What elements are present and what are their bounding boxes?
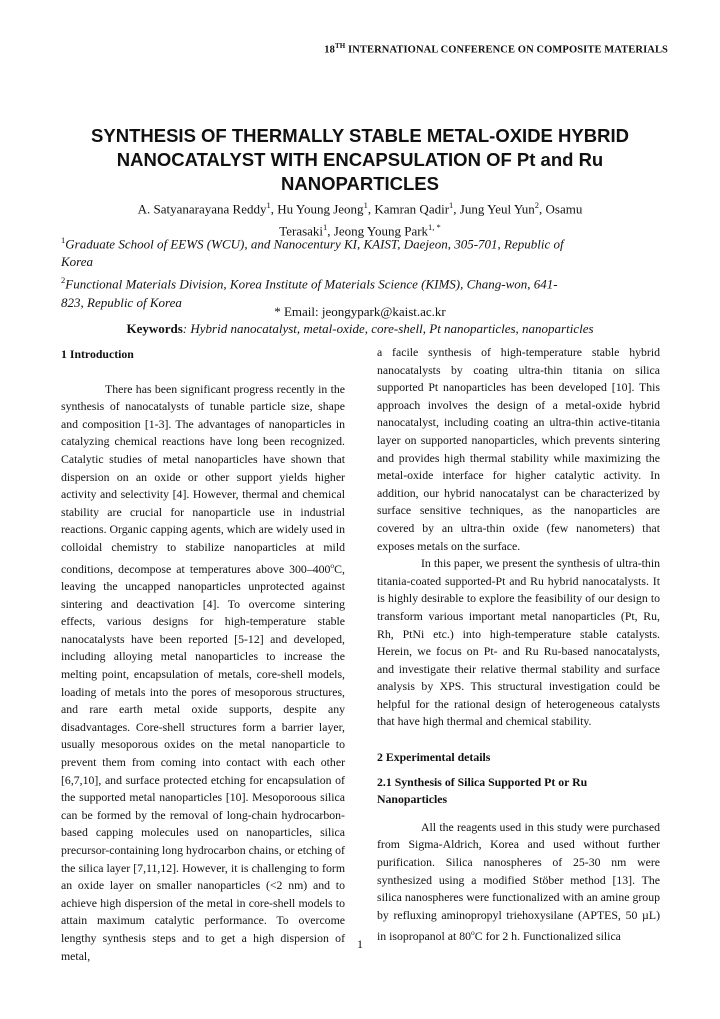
experimental-paragraph-1: All the reagents used in this study were purchased from Sigma-Aldrich, Korea and used without further purification. Silica nanospheres of 25-30 nm were synthesized using a modified Stöber method [13]. The silica nanospheres were functionalized with an amine group by refluxing aminopropyl triehoxysilane (APTES, 50 µL) in isopropanol at 80$^o$C for 2 h. Functionalized silica	[377, 819, 660, 944]
title-line-3: NANOPARTICLES	[281, 173, 439, 194]
affiliations: $^1$Graduate School of EEWS (WCU), and Nanocentury KI, KAIST, Daejeon, 305-701, Republic of Korea $^2$Functional Materials Division, Korea Institute of Materials Science (KIMS), Chang-won, 641- 823, Republic of Korea	[61, 231, 661, 312]
intro-paragraph-3: In this paper, we present the synthesis of ultra-thin titania-coated supported-Pt and Ru hybrid nanocatalysts. It is highly desirable to explore the feasibility of our design to transform various important metal nanoparticles (Pt, Ru, Rh, PtNi etc.) into high-temperature stable catalysts. Herein, we focus on Pt- and Ru Ru-based nanocatalysts, and investigate their relative thermal stability and surface analysis by XPS. This structural investigation could be helpful for the rational design of heterogeneous catalysts that have high thermal and chemical stability.	[377, 556, 660, 729]
left-column	[61, 346, 345, 965]
paper-title	[60, 124, 660, 196]
section-heading-experimental: 2 Experimental details	[377, 750, 491, 765]
section-heading-introduction: 1 Introduction	[61, 347, 134, 361]
corresponding-email: * Email: jeongypark@kaist.ac.kr	[274, 304, 446, 319]
intro-paragraph-1: There has been significant progress recently in the synthesis of nanocatalysts of tunable particle size, shape and composition [1-3]. The advantages of nanoparticles in catalyzing chemical reactions have long been recognized. Catalytic studies of metal nanoparticles have shown that dispersion on an oxide or other support yields higher activity and selectivity [4]. However, thermal and chemical stability are crucial for nanoparticle use in industrial reactions. Organic capping agents, which are widely used in colloidal chemistry to stabilize nanoparticles at mild conditions, decompose at temperatures above 300–400$^o$C, leaving the uncapped nanoparticles unprotected against sintering and deactivation [4]. To overcome sintering effects, various designs for high-temperature stable nanocatalysts have been reported [5-12] and developed, including alloying metal nanoparticles to increase the melting point, encapsulation of metals, core-shell models, loading of metals into the pores of mesoporous structures, and rare earth metal oxide supports, despite any disadvantages. Core-shell structures form a barrier layer, usually mesoporous oxides on the metal nanoparticle to prevent them from coming into contact with each other [6,7,10], and surface protected etching for encapsulation of the supported metal nanoparticles [10]. Mesoporoous silica can be formed by the removal of long-chain hydrocarbon-based capping molecules used on nanoparticles, silica precursor-containing long hydrocarbon chains, or etching of the silica layer [7,11,12]. However, it is challenging to form an oxide layer on smaller nanoparticles (<2 nm) and to achieve high dispersion of the metal in core-shell models to attain maximum catalytic performance. To overcome lengthy synthesis steps and to get a high dispersion of metal,	[61, 381, 345, 963]
intro-paragraph-2: a facile synthesis of high-temperature stable hybrid nanocatalysts by coating ultra-thin titania on silica supported Pt nanoparticles has been developed [10]. This approach involves the design of a metal-oxide hybrid nanocatalyst, including coating an ultra-thin active-titania layer on supported nanoparticles, which prevents sintering and provides high thermal stability while maximizing the metal-oxide interface for higher catalytic activity. In addition, our hybrid nanocatalyst can be characterized by surface sensitive techniques, as the nanoparticles are covered by an ultra-thin oxide (few nanometers) that exposes metals on the surface.	[377, 345, 660, 553]
right-column	[377, 344, 660, 946]
title-line-2: NANOCATALYST WITH ENCAPSULATION OF Pt and Ru	[116, 149, 604, 170]
affiliation-1: $^1$Graduate School of EEWS (WCU), and Nanocentury KI, KAIST, Daejeon, 305-701, Republic of	[61, 235, 564, 252]
subsection-heading-synthesis: 2.1 Synthesis of Silica Supported Pt or Ru Nanoparticles	[377, 774, 588, 807]
conference-header: 18TH INTERNATIONAL CONFERENCE ON COMPOSITE MATERIALS	[324, 42, 668, 56]
keywords: Keywords: Hybrid nanocatalyst, metal-oxide, core-shell, Pt nanoparticles, nanoparticles	[126, 321, 594, 336]
page-number: 1	[357, 937, 363, 951]
title-line-1: SYNTHESIS OF THERMALLY STABLE METAL-OXIDE HYBRID	[91, 125, 629, 146]
author-list: A. Satyanarayana Reddy$^1$, Hu Young Jeong$^1$, Kamran Qadir$^1$, Jung Yeul Yun$^2$, Osamu Terasaki$^1$, Jeong Young Park$^{1, *}$	[137, 200, 583, 239]
affiliation-2: $^2$Functional Materials Division, Korea Institute of Materials Science (KIMS), Chang-won, 641-	[61, 275, 558, 292]
